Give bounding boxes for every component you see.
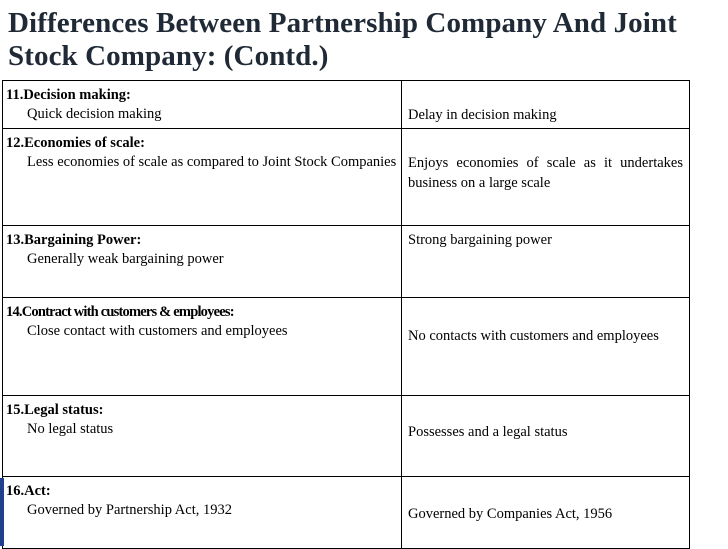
joint-stock-text: Possesses and a legal status bbox=[408, 424, 568, 440]
row-heading: 15.Legal status: bbox=[6, 402, 104, 418]
joint-stock-text: Governed by Companies Act, 1956 bbox=[408, 506, 613, 522]
partnership-cell bbox=[3, 477, 402, 549]
table-row bbox=[3, 129, 690, 226]
partnership-text: No legal status bbox=[27, 421, 114, 437]
table-row bbox=[3, 81, 690, 129]
partnership-cell bbox=[3, 226, 402, 298]
partnership-text: Governed by Partnership Act, 1932 bbox=[27, 502, 232, 518]
partnership-cell bbox=[3, 298, 402, 396]
joint-stock-text: Strong bargaining power bbox=[408, 232, 552, 248]
slide-accent-bar bbox=[0, 478, 4, 546]
row-heading: 13.Bargaining Power: bbox=[6, 232, 142, 248]
partnership-cell bbox=[3, 81, 402, 129]
table-row bbox=[3, 477, 690, 549]
slide-title bbox=[8, 7, 718, 73]
table-row bbox=[3, 226, 690, 298]
table-row bbox=[3, 396, 690, 477]
joint-stock-text: Enjoys economies of scale as it undertakes business on a large scale bbox=[408, 155, 683, 191]
partnership-text: Less economies of scale as compared to Joint Stock Companies bbox=[27, 154, 397, 170]
table-row bbox=[3, 298, 690, 396]
joint-stock-text: No contacts with customers and employees bbox=[408, 328, 659, 344]
joint-stock-cell bbox=[402, 81, 690, 129]
title-line-2: Stock Company: (Contd.) bbox=[8, 40, 335, 73]
row-heading: 14.Contract with customers & employees: bbox=[6, 304, 234, 320]
joint-stock-cell bbox=[402, 129, 690, 226]
joint-stock-text: Delay in decision making bbox=[408, 107, 557, 123]
title-line-1: Differences Between Partnership Company And Joint bbox=[8, 7, 677, 39]
partnership-cell bbox=[3, 129, 402, 226]
row-heading: 16.Act: bbox=[6, 483, 51, 499]
joint-stock-cell bbox=[402, 226, 690, 298]
joint-stock-cell bbox=[402, 298, 690, 396]
partnership-text: Quick decision making bbox=[27, 106, 162, 122]
joint-stock-cell bbox=[402, 477, 690, 549]
partnership-text: Close contact with customers and employees bbox=[27, 323, 288, 339]
row-heading: 11.Decision making: bbox=[6, 87, 131, 103]
row-heading: 12.Economies of scale: bbox=[6, 135, 145, 151]
comparison-table bbox=[2, 80, 690, 549]
partnership-text: Generally weak bargaining power bbox=[27, 251, 224, 267]
partnership-cell bbox=[3, 396, 402, 477]
joint-stock-cell bbox=[402, 396, 690, 477]
